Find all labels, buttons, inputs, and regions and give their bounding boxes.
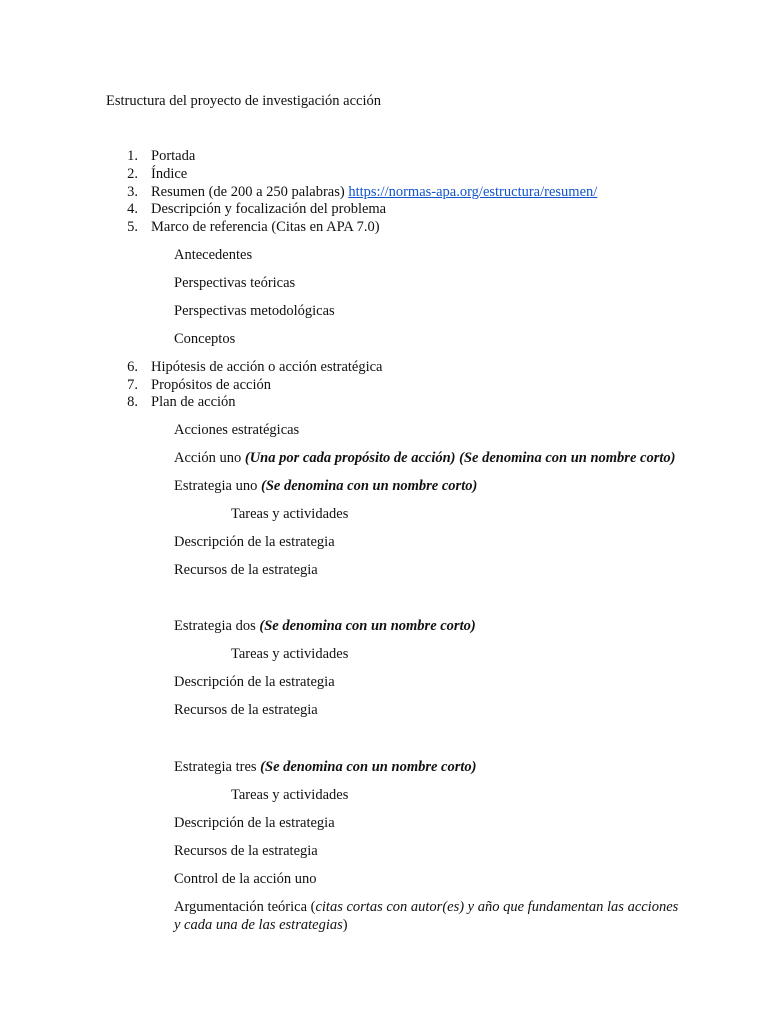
marco-item-perspectivas-metodologicas: Perspectivas metodológicas: [174, 303, 335, 319]
list-number: 2.: [127, 166, 138, 182]
argumentacion-note-part2: y cada una de las estrategias: [174, 917, 343, 933]
list-number: 6.: [127, 359, 138, 375]
list-number: 3.: [127, 184, 138, 200]
estrategia-uno-tareas: Tareas y actividades: [231, 506, 349, 522]
argumentacion-line-2: [174, 916, 348, 934]
list-item-text: Portada: [151, 148, 196, 164]
estrategia-tres-descripcion: Descripción de la estrategia: [174, 815, 335, 831]
estrategia-uno-label: Estrategia uno: [174, 478, 261, 494]
argumentacion-line-1: [174, 898, 678, 916]
estrategia-dos-tareas: Tareas y actividades: [231, 646, 349, 662]
marco-item-antecedentes: Antecedentes: [174, 247, 253, 263]
accion-uno-note: (Una por cada propósito de acción) (Se denomina con un nombre corto): [244, 450, 676, 466]
estrategia-dos-label: Estrategia dos: [174, 618, 260, 634]
list-number: 8.: [127, 394, 138, 410]
list-number: 7.: [127, 377, 138, 393]
estrategia-dos-descripcion: Descripción de la estrategia: [174, 674, 335, 690]
estrategia-dos-line: [174, 617, 476, 635]
control-accion-uno: Control de la acción uno: [174, 871, 317, 887]
list-number: 5.: [127, 219, 138, 235]
list-item-text: [151, 183, 597, 201]
estrategia-uno-line: [174, 477, 477, 495]
estrategia-uno-descripcion: Descripción de la estrategia: [174, 534, 335, 550]
list-item-text: Marco de referencia (Citas en APA 7.0): [151, 219, 380, 235]
marco-item-conceptos: Conceptos: [174, 331, 236, 347]
marco-item-perspectivas-teoricas: Perspectivas teóricas: [174, 275, 296, 291]
estrategia-uno-note: (Se denomina con un nombre corto): [260, 478, 478, 494]
estrategia-tres-line: [174, 758, 476, 776]
accion-uno-line: [174, 449, 675, 467]
estrategia-tres-recursos: Recursos de la estrategia: [174, 843, 318, 859]
list-item-text: Descripción y focalización del problema: [151, 201, 387, 217]
argumentacion-label: Argumentación teórica (: [174, 899, 316, 915]
argumentacion-close: ): [342, 917, 348, 933]
acciones-estrategicas-heading: Acciones estratégicas: [174, 422, 300, 438]
estrategia-tres-tareas: Tareas y actividades: [231, 787, 349, 803]
estrategia-uno-recursos: Recursos de la estrategia: [174, 562, 318, 578]
estrategia-dos-recursos: Recursos de la estrategia: [174, 702, 318, 718]
list-item-text: Hipótesis de acción o acción estratégica: [151, 359, 383, 375]
resumen-link[interactable]: https://normas-apa.org/estructura/resumen/: [348, 184, 598, 200]
list-item-text: Propósitos de acción: [151, 377, 272, 393]
list-number: 4.: [127, 201, 138, 217]
resumen-text: Resumen (de 200 a 250 palabras): [151, 184, 349, 200]
estrategia-dos-note: (Se denomina con un nombre corto): [259, 618, 476, 634]
document-title: Estructura del proyecto de investigación acción: [106, 93, 381, 109]
list-number: 1.: [127, 148, 138, 164]
list-item-text: Índice: [151, 166, 188, 182]
estrategia-tres-note: (Se denomina con un nombre corto): [260, 759, 477, 775]
argumentacion-note-part1: citas cortas con autor(es) y año que fundamentan las acciones: [315, 899, 679, 915]
accion-uno-label: Acción uno: [174, 450, 245, 466]
list-item-text: Plan de acción: [151, 394, 236, 410]
estrategia-tres-label: Estrategia tres: [174, 759, 261, 775]
